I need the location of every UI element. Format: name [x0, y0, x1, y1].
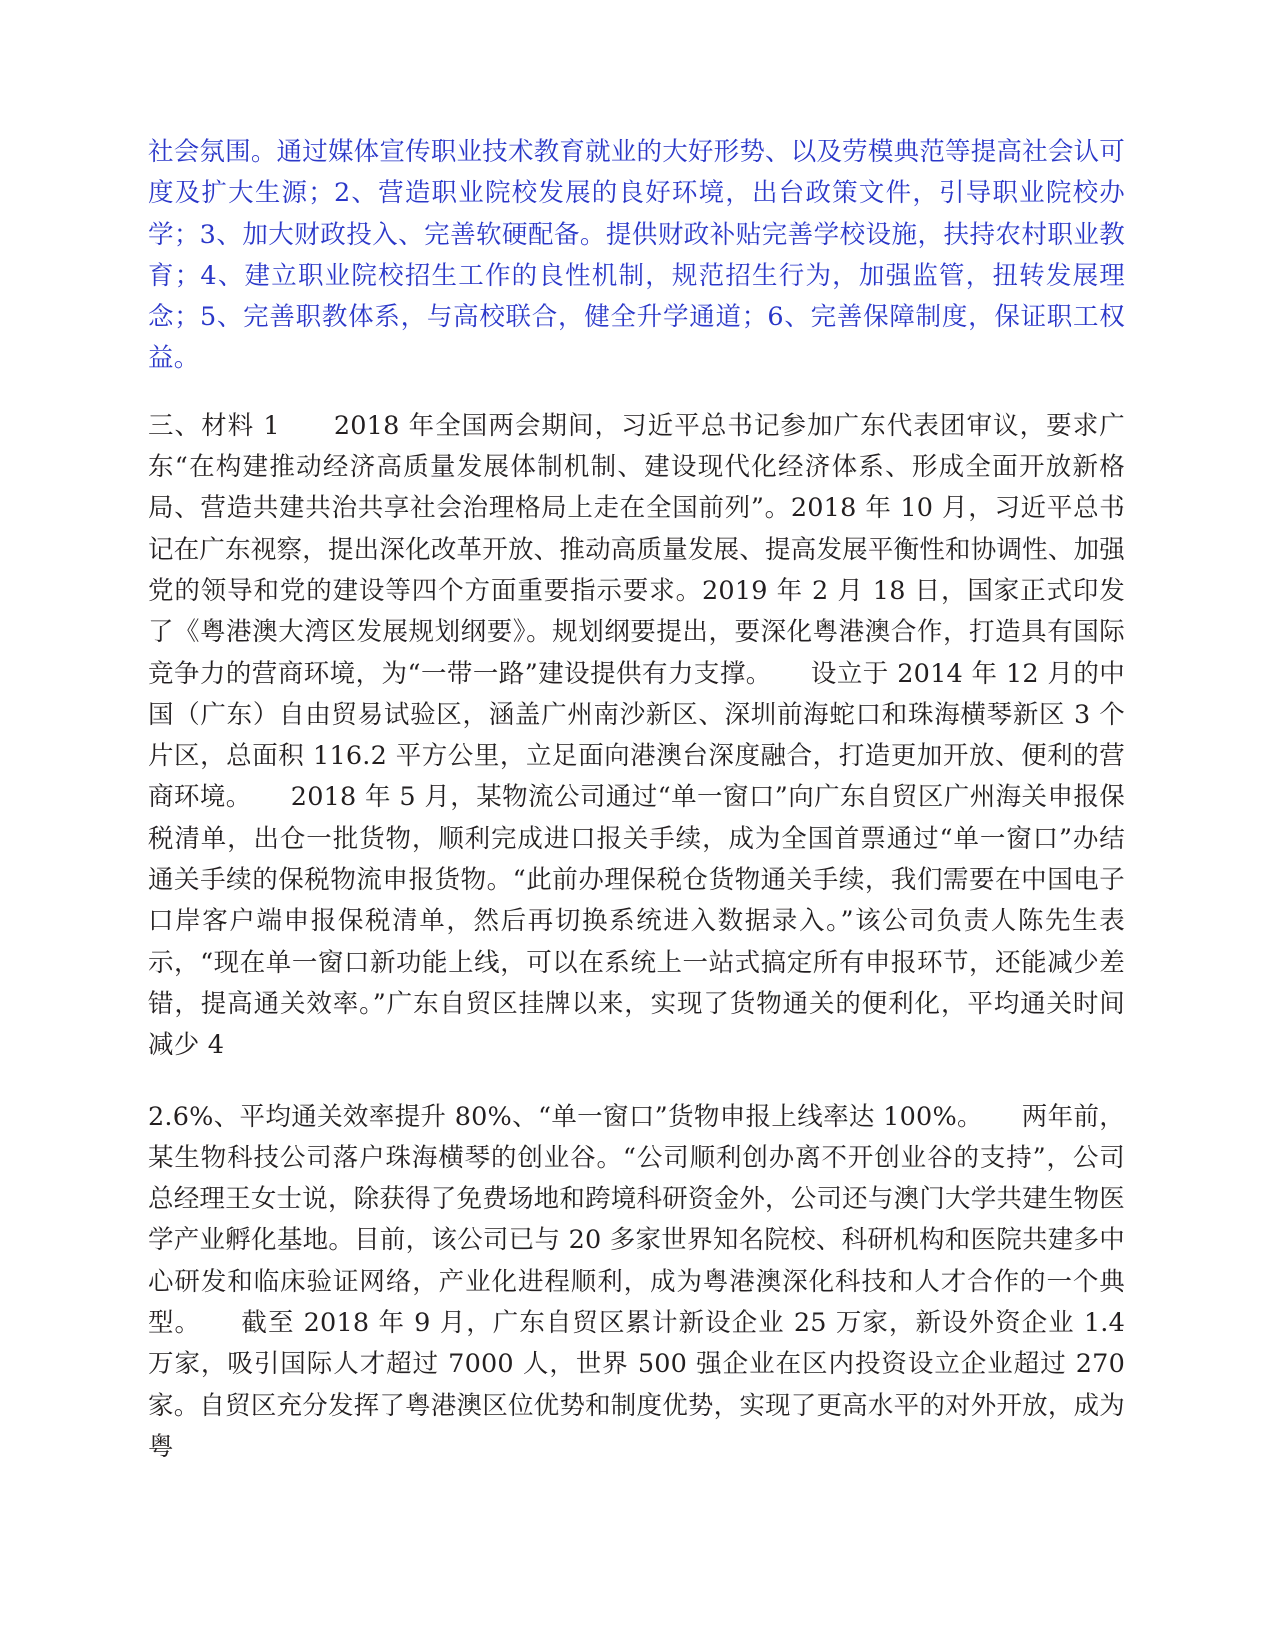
paragraph-material-continued: 2.6%、平均通关效率提升 80%、“单一窗口”货物申报上线率达 100%。 两年前，某生物科技公司落户珠海横琴的创业谷。“公司顺利创办离不开创业谷的支持”，公司总经理王女士说，除获得了免费场地和跨境科研资金外，公司还与澳门大学共建生物医学产业孵化基地。目前，该公司已与 20 多家世界知名院校、科研机构和医院共建多中心研发和临床验证网络，产业化进程顺利，成为粤港澳深化科技和人才合作的一个典型。 截至 2018 年 9 月，广东自贸区累计新设企业 25 万家，新设外资企业 1.4 万家，吸引国际人才超过 7000 人，世界 500 强企业在区内投资设立企业超过 270 家。自贸区充分发挥了粤港澳区位优势和制度优势，实现了更高水平的对外开放，成为粤: [148, 1101, 1125, 1462]
paragraph-highlighted: 社会氛围。通过媒体宣传职业技术教育就业的大好形势、以及劳模典范等提高社会认可度及扩大生源；2、营造职业院校发展的良好环境，出台政策文件，引导职业院校办学；3、加大财政投入、完善软硬配备。提供财政补贴完善学校设施，扶持农村职业教育；4、建立职业院校招生工作的良性机制，规范招生行为，加强监管，扭转发展理念；5、完善职教体系，与高校联合，健全升学通道；6、完善保障制度，保证职工权益。: [148, 137, 1125, 374]
paragraph-material-one: 三、材料 1 2018 年全国两会期间，习近平总书记参加广东代表团审议，要求广东“在构建推动经济高质量发展体制机制、建设现代化经济体系、形成全面开放新格局、营造共建共治共享社会治理格局上走在全国前列”。2018 年 10 月，习近平总书记在广东视察，提出深化改革开放、推动高质量发展、提高发展平衡性和协调性、加强党的领导和党的建设等四个方面重要指示要求。2019 年 2 月 18 日，国家正式印发了《粤港澳大湾区发展规划纲要》。规划纲要提出，要深化粤港澳合作，打造具有国际竞争力的营商环境，为“一带一路”建设提供有力支撑。 设立于 2014 年 12 月的中国（广东）自由贸易试验区，涵盖广州南沙新区、深圳前海蛇口和珠海横琴新区 3 个片区，总面积 116.2 平方公里，立足面向港澳台深度融合，打造更加开放、便利的营商环境。 2018 年 5 月，某物流公司通过“单一窗口”向广东自贸区广州海关申报保税清单，出仓一批货物，顺利完成进口报关手续，成为全国首票通过“单一窗口”办结通关手续的保税物流申报货物。“此前办理保税仓货物通关手续，我们需要在中国电子口岸客户端申报保税清单，然后再切换系统进入数据录入。”该公司负责人陈先生表示，“现在单一窗口新功能上线，可以在系统上一站式搞定所有申报环节，还能减少差错，提高通关效率。”广东自贸区挂牌以来，实现了货物通关的便利化，平均通关时间减少 4: [148, 410, 1125, 1061]
